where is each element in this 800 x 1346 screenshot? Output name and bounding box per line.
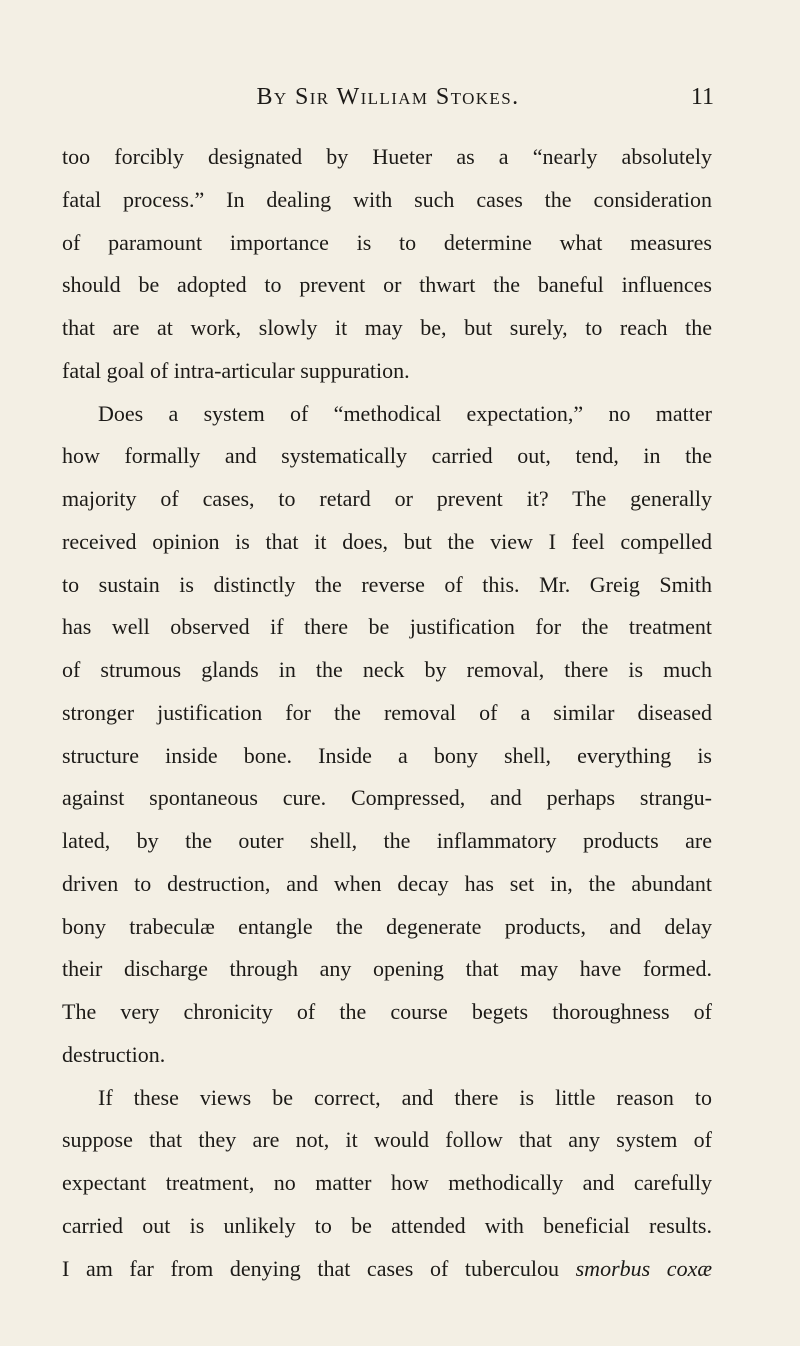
text-line: Does a system of “methodical expectation,” no matter [98, 400, 712, 426]
text-line: against spontaneous cure. Compressed, and perhaps strangu- [62, 785, 712, 811]
text-line: fatal goal of intra-articular suppuration. [62, 357, 410, 383]
text-line: received opinion is that it does, but the view I feel compelled [62, 528, 712, 554]
text-line: structure inside bone. Inside a bony shell, everything is [62, 742, 712, 768]
text-line: bony trabeculæ entangle the degenerate products, and delay [62, 913, 712, 939]
text-line: lated, by the outer shell, the inflammatory products are [62, 828, 712, 853]
body-text [62, 136, 712, 1290]
running-title: By Sir William Stokes. [256, 84, 520, 110]
italic-term: smorbus coxæ [575, 1255, 713, 1281]
text-line: too forcibly designated by Hueter as a “nearly absolutely [62, 144, 712, 169]
text-line: should be adopted to prevent or thwart the baneful influences [62, 272, 712, 298]
text-line: carried out is unlikely to be attended with beneficial results. [62, 1212, 712, 1238]
text-line: suppose that they are not, it would follow that any system of [62, 1127, 712, 1153]
text-line: The very chronicity of the course begets thoroughness of [62, 999, 712, 1024]
running-head [62, 82, 714, 112]
text-line: that are at work, slowly it may be, but surely, to reach the [62, 315, 712, 340]
text-line: fatal process.” In dealing with such cases the consideration [62, 186, 712, 212]
text-line: to sustain is distinctly the reverse of this. Mr. Greig Smith [62, 571, 712, 597]
paragraph-2 [62, 393, 712, 1077]
text-line: of strumous glands in the neck by removal, there is much [62, 657, 712, 682]
text-line: destruction. [62, 1041, 166, 1067]
paragraph-3 [62, 1077, 712, 1291]
paragraph-1 [62, 136, 712, 393]
text-line: driven to destruction, and when decay has set in, the abundant [62, 870, 712, 896]
text-line: stronger justification for the removal of a similar diseased [62, 699, 712, 725]
text-line: majority of cases, to retard or prevent it? The generally [62, 486, 712, 511]
text-line: their discharge through any opening that may have formed. [62, 956, 712, 982]
text-line-with-italic [62, 1248, 712, 1291]
page-number: 11 [690, 84, 714, 110]
text-line: has well observed if there be justification for the treatment [62, 614, 712, 640]
text-line: of paramount importance is to determine what measures [62, 229, 712, 255]
text-line: how formally and systematically carried out, tend, in the [62, 443, 712, 469]
text-line: If these views be correct, and there is little reason to [98, 1084, 712, 1110]
text-line-roman-part: I am far from denying that cases of tuberculou [62, 1255, 559, 1281]
text-line: expectant treatment, no matter how methodically and carefully [62, 1170, 712, 1195]
